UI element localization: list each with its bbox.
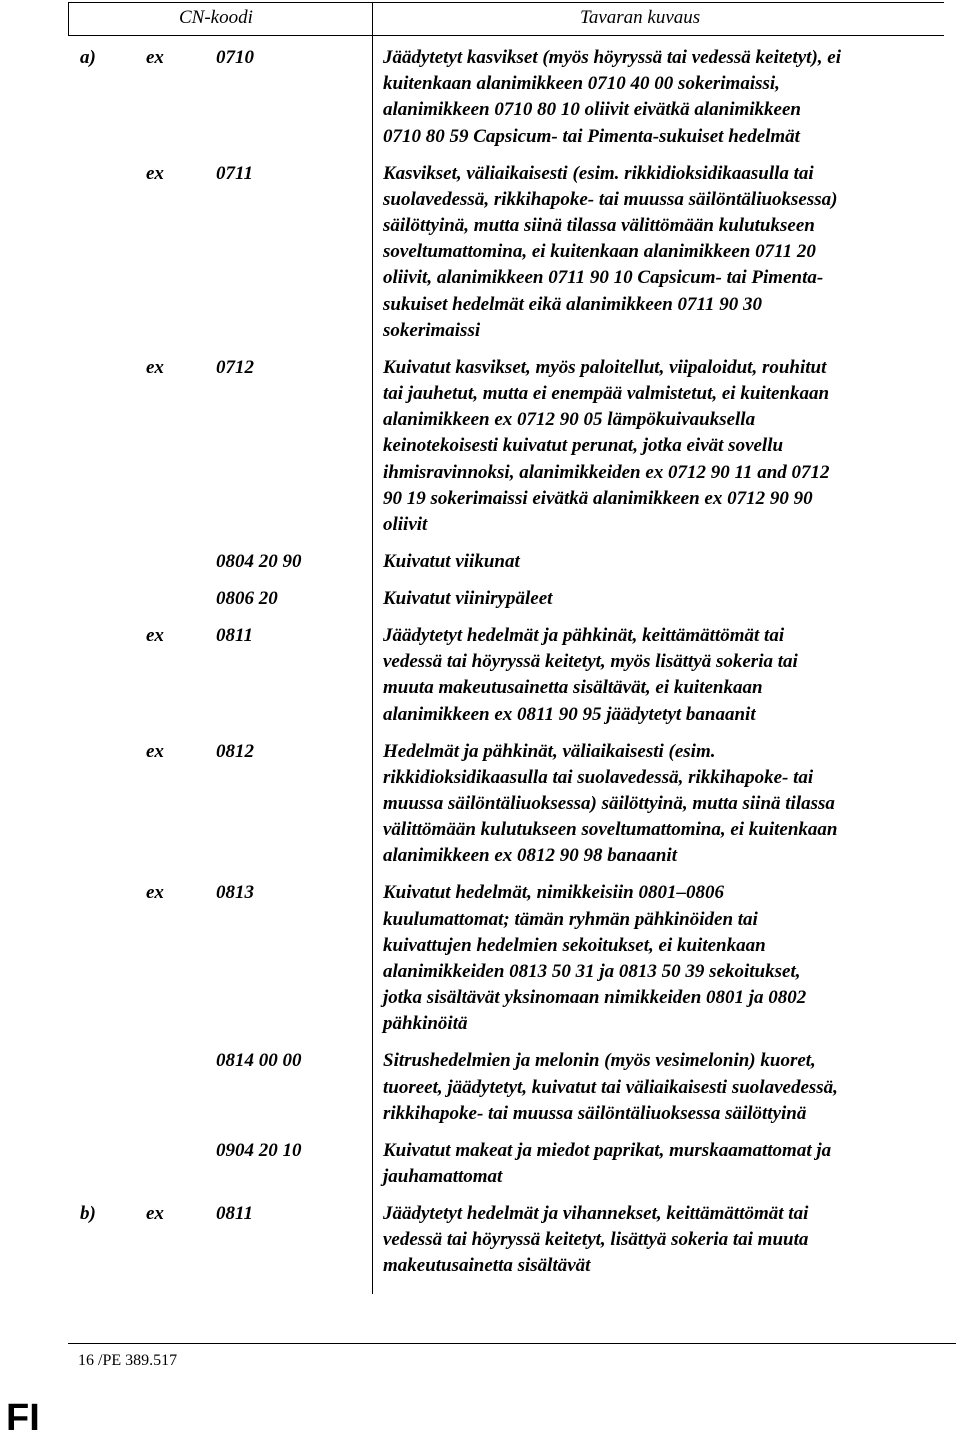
row-description [383, 45, 943, 150]
description-line: Kuivatut hedelmät, nimikkeisiin 0801–0806 [383, 882, 724, 904]
row-description [383, 161, 943, 344]
row-ex-marker: ex [146, 1202, 164, 1224]
table-row [0, 161, 960, 355]
description-line: Jäädytetyt kasvikset (myös höyryssä tai vedessä keitetyt), ei [383, 47, 841, 68]
description-line: Kuivatut viikunat [383, 550, 520, 572]
description-line: välittömään kulutukseen soveltumattomina, ei kuitenkaan [383, 819, 838, 841]
table-top-rule [68, 2, 944, 3]
description-line: Sitrushedelmien ja melonin (myös vesimelonin) kuoret, [383, 1050, 816, 1072]
row-description [383, 549, 943, 575]
row-description [383, 1201, 943, 1280]
description-line: suolavedessä, rikkihapoke- tai muussa säilöntäliuoksessa) [383, 188, 838, 210]
description-line: sokerimaissi [383, 319, 481, 341]
description-line: säilöttyinä, mutta siinä tilassa välittömään kulutukseen [383, 215, 815, 236]
row-ex-marker: ex [146, 47, 164, 68]
row-cn-code: 0812 [216, 740, 254, 762]
row-cn-code: 0813 [216, 882, 254, 904]
description-line: alanimikkeen 0710 80 10 oliivit eivätkä alanimikkeen [383, 99, 801, 121]
description-line: alanimikkeiden 0813 50 31 ja 0813 50 39 sekoitukset, [383, 960, 801, 982]
description-line: makeutusainetta sisältävät [383, 1255, 591, 1277]
row-cn-code: 0711 [216, 162, 253, 184]
table-row [0, 549, 960, 586]
description-line: tuoreet, jäädytetyt, kuivatut tai väliaikaisesti suolavedessä, [383, 1076, 838, 1098]
footer-rule [68, 1343, 956, 1344]
table-row [0, 739, 960, 881]
row-cn-code: 0811 [216, 1202, 253, 1224]
row-description [383, 1138, 943, 1190]
row-ex-marker: ex [146, 162, 164, 184]
row-description [383, 1048, 943, 1127]
document-reference: 16 /PE 389.517 [78, 1352, 178, 1369]
description-line: Hedelmät ja pähkinät, väliaikaisesti (esim. [383, 740, 716, 762]
description-line: ihmisravinnoksi, alanimikkeiden ex 0712 90 11 and 0712 [383, 461, 830, 483]
description-line: jauhamattomat [383, 1165, 503, 1187]
description-line: kuitenkaan alanimikkeen 0710 40 00 sokerimaissi, [383, 73, 780, 95]
description-line: vedessä tai höyryssä keitetyt, myös lisättyä sokeria tai [383, 651, 798, 673]
row-description [383, 586, 943, 612]
description-line: Kuivatut kasvikset, myös paloitellut, viipaloidut, rouhitut [383, 356, 827, 378]
table-row [0, 355, 960, 549]
description-line: Kuivatut viinirypäleet [383, 587, 553, 609]
row-ex-marker: ex [146, 882, 164, 904]
table-row [0, 880, 960, 1048]
table-row [0, 1138, 960, 1201]
row-cn-code: 0814 00 00 [216, 1050, 302, 1072]
description-line: vedessä tai höyryssä keitetyt, lisättyä sokeria tai muuta [383, 1229, 809, 1251]
table-row [0, 1201, 960, 1290]
row-cn-code: 0806 20 [216, 587, 278, 609]
language-code: FI [6, 1397, 40, 1439]
description-line: oliivit [383, 514, 428, 535]
row-group-label: b) [80, 1202, 96, 1224]
row-cn-code: 0710 [216, 47, 254, 68]
description-line: Jäädytetyt hedelmät ja pähkinät, keittämättömät tai [383, 624, 785, 646]
description-line: Kasvikset, väliaikaisesti (esim. rikkidioksidikaasulla tai [383, 162, 814, 184]
column-header-description: Tavaran kuvaus [580, 7, 701, 28]
tariff-table-body [0, 45, 960, 1290]
description-line: rikkihapoke- tai muussa säilöntäliuoksessa säilöttyinä [383, 1102, 807, 1124]
row-cn-code: 0904 20 10 [216, 1139, 302, 1161]
row-description [383, 739, 943, 870]
description-line: soveltumattomina, ei kuitenkaan alanimikkeen 0711 20 [383, 241, 816, 263]
row-cn-code: 0811 [216, 624, 253, 646]
description-line: Jäädytetyt hedelmät ja vihannekset, keittämättömät tai [383, 1202, 809, 1224]
column-header-cn-code: CN-koodi [179, 7, 253, 28]
description-line: sukuiset hedelmät eikä alanimikkeen 0711 90 30 [383, 293, 762, 315]
description-line: alanimikkeen ex 0812 90 98 banaanit [383, 845, 677, 867]
row-description [383, 880, 943, 1037]
row-ex-marker: ex [146, 740, 164, 762]
row-cn-code: 0804 20 90 [216, 550, 302, 572]
description-line: kuulumattomat; tämän ryhmän pähkinöiden tai [383, 908, 758, 930]
table-row [0, 1048, 960, 1137]
row-cn-code: 0712 [216, 356, 254, 378]
description-line: alanimikkeen ex 0811 90 95 jäädytetyt banaanit [383, 703, 756, 725]
row-ex-marker: ex [146, 356, 164, 378]
description-line: jotka sisältävät yksinomaan nimikkeiden 0801 ja 0802 [383, 987, 807, 1009]
row-description [383, 623, 943, 728]
table-row [0, 623, 960, 739]
description-line: tai jauhetut, mutta ei enempää valmistetut, ei kuitenkaan [383, 382, 830, 404]
description-line: keinotekoisesti kuivatut perunat, jotka eivät sovellu [383, 435, 784, 457]
row-description [383, 355, 943, 538]
table-header-rule [68, 35, 944, 36]
description-line: alanimikkeen ex 0712 90 05 lämpökuivauksella [383, 409, 756, 431]
description-line: 0710 80 59 Capsicum- tai Pimenta-sukuiset hedelmät [383, 125, 800, 147]
description-line: rikkidioksidikaasulla tai suolavedessä, rikkihapoke- tai [383, 766, 814, 788]
description-line: muussa säilöntäliuoksessa) säilöttyinä, mutta siinä tilassa [383, 792, 835, 814]
row-ex-marker: ex [146, 624, 164, 646]
description-line: muuta makeutusainetta sisältävät, ei kuitenkaan [383, 677, 763, 699]
description-line: oliivit, alanimikkeen 0711 90 10 Capsicum- tai Pimenta- [383, 267, 824, 289]
description-line: 90 19 sokerimaissi eivätkä alanimikkeen ex 0712 90 90 [383, 487, 813, 509]
table-left-border [68, 2, 69, 35]
description-line: kuivattujen hedelmien sekoitukset, ei kuitenkaan [383, 934, 766, 956]
row-group-label: a) [80, 47, 96, 68]
table-row [0, 586, 960, 623]
description-line: Kuivatut makeat ja miedot paprikat, murskaamattomat ja [383, 1139, 832, 1161]
table-row [0, 45, 960, 161]
description-line: pähkinöitä [383, 1013, 468, 1035]
